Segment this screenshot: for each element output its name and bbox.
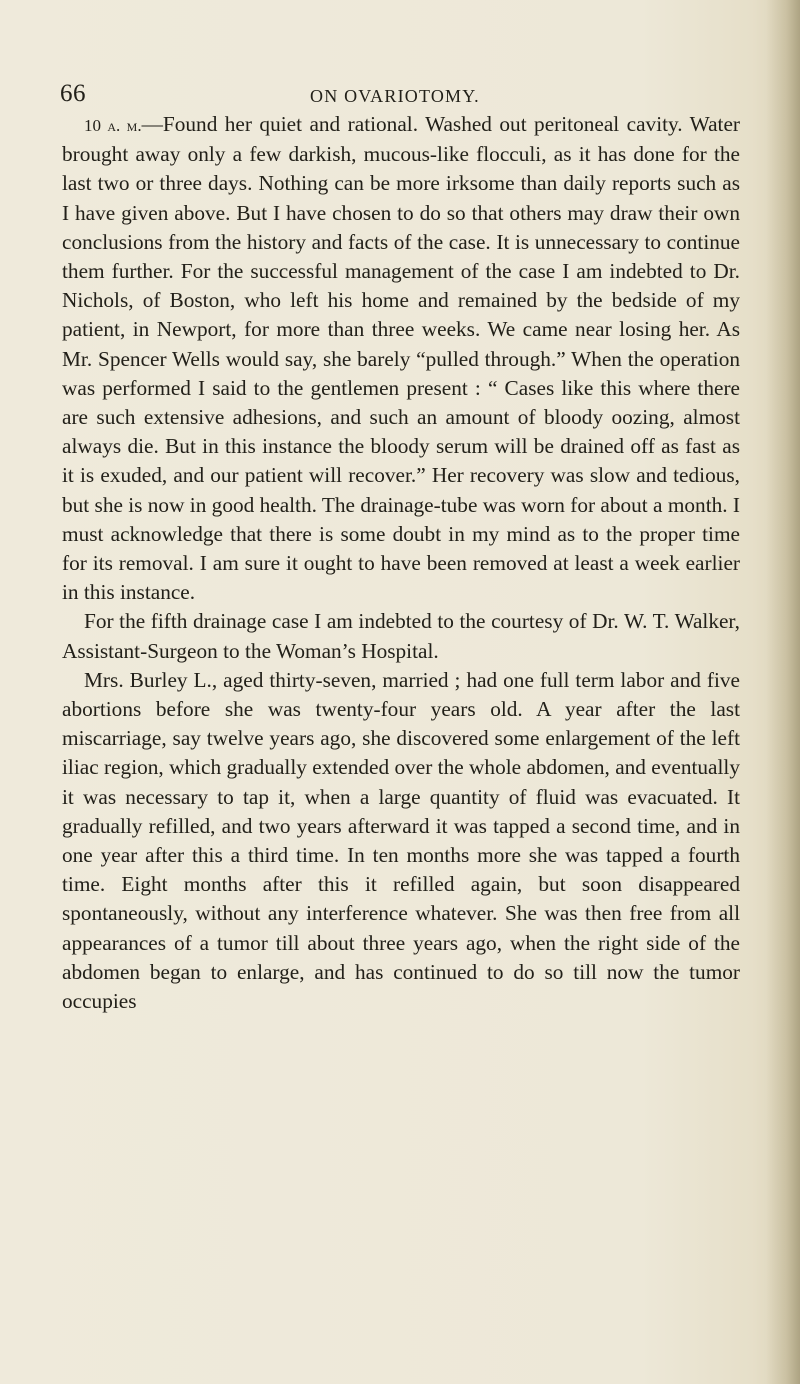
- page-header: [60, 80, 750, 114]
- paragraph: [62, 666, 740, 1016]
- paragraph-text: For the fifth drainage case I am indebted to the courtesy of Dr. W. T. Walker, Assistant-Surgeon to the Woman’s Hospital.: [62, 609, 740, 663]
- page-edge-shadow: [766, 0, 800, 1384]
- body-text: [62, 110, 740, 1016]
- time-label: 10 a. m.: [84, 116, 142, 135]
- paragraph-text: Mrs. Burley L., aged thirty-seven, married ; had one full term labor and five abortions before she was twenty-four years old. A year after the last miscarriage, say twelve years ago, she discovered some enlargement of the left iliac region, which gradually extended over the whole abdomen, and eventually it was necessary to tap it, when a large quantity of fluid was evacuated. It gradually refilled, and two years afterward it was tapped a second time, and in one year after this a third time. In ten months more she was tapped a fourth time. Eight months after this it refilled again, but soon disappeared spontaneously, without any interference whatever. She was then free from all appearances of a tumor till about three years ago, when the right side of the abdomen began to enlarge, and has continued to do so till now the tumor occupies: [62, 667, 740, 1014]
- paragraph: [62, 607, 740, 665]
- paragraph: [62, 110, 740, 607]
- running-head: ON OVARIOTOMY.: [310, 86, 480, 106]
- paragraph-text: —Found her quiet and rational. Washed out peritoneal cavity. Water brought away only a few darkish, mucous-like flocculi, as it has done for the last two or three days. Nothing can be more irksome than daily reports such as I have given above. But I have chosen to do so that others may draw their own conclusions from the history and facts of the case. It is unnecessary to continue them further. For the successful management of the case I am indebted to Dr. Nichols, of Boston, who left his home and remained by the bedside of my patient, in Newport, for more than three weeks. We came near losing her. As Mr. Spencer Wells would say, she barely “pulled through.” When the operation was performed I said to the gentlemen present : “ Cases like this where there are such extensive adhesions, and such an amount of bloody oozing, almost always die. But in this instance the bloody serum will be drained off as fast as it is exuded, and our patient will recover.” Her recovery was slow and tedious, but she is now in good health. The drainage-tube was worn for about a month. I must acknowledge that there is some doubt in my mind as to the proper time for its removal. I am sure it ought to have been removed at least a week earlier in this instance.: [62, 112, 740, 605]
- page-number: 66: [60, 80, 86, 107]
